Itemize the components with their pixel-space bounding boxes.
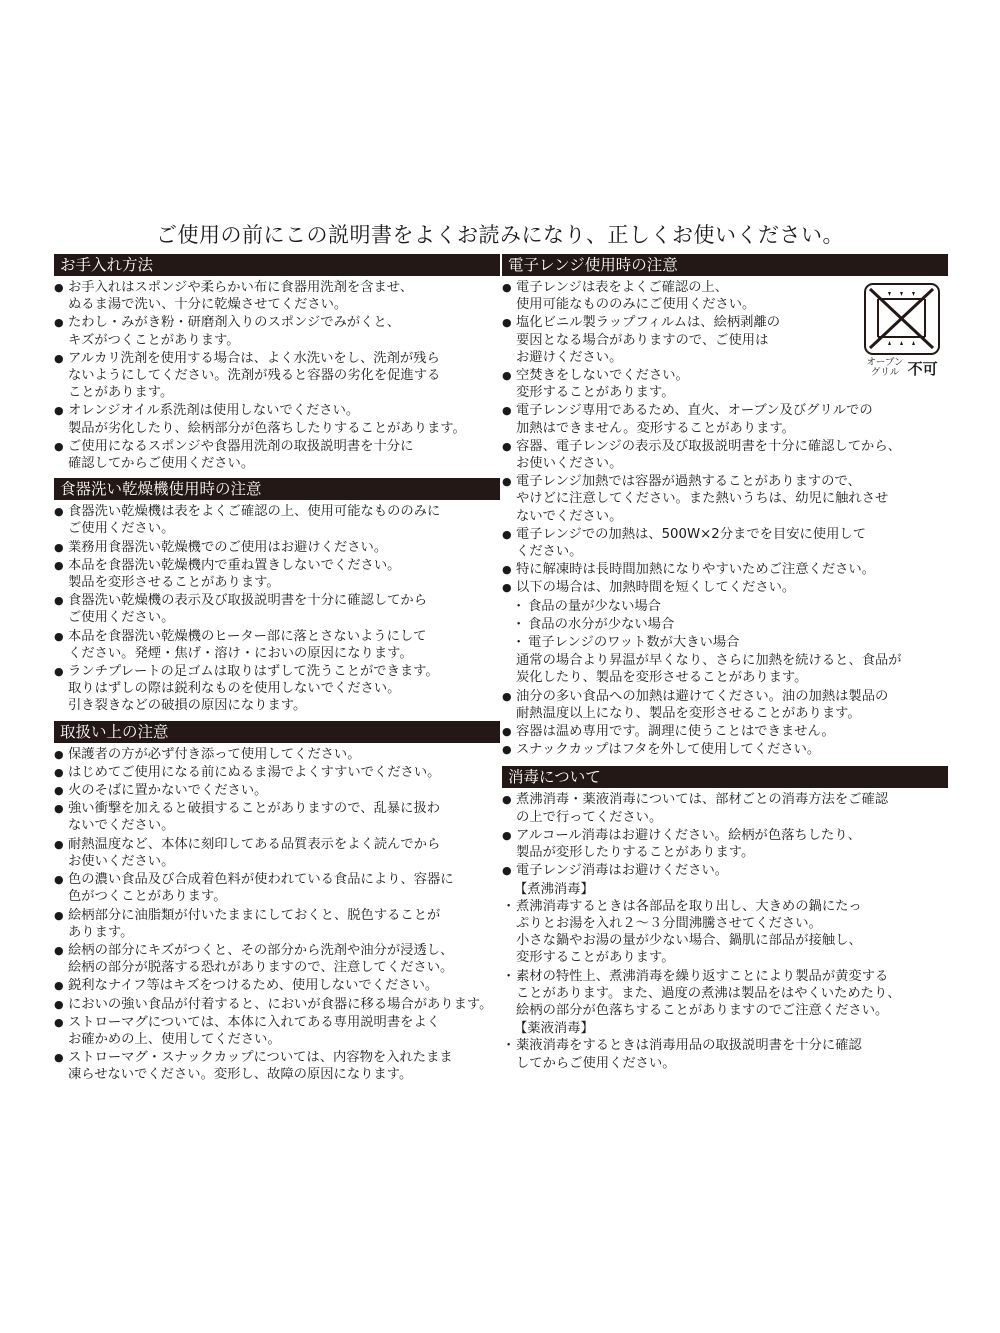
left-column xyxy=(54,254,500,1090)
bullet-item xyxy=(502,561,948,578)
section xyxy=(54,478,500,714)
bullet-item xyxy=(502,741,948,758)
text-line: ● 煮沸消毒・薬液消毒については、部材ごとの消毒方法をご確認 xyxy=(516,792,889,808)
bullet-item xyxy=(54,663,500,715)
text-line: ● ご使用になるスポンジや食器用洗剤の取扱説明書を十分に xyxy=(68,438,414,454)
text-line: 使用可能なもののみにご使用ください。 xyxy=(516,297,756,313)
text-line: 変形することがあります。 xyxy=(516,385,675,401)
bullet-item xyxy=(54,1049,500,1083)
text-line: ● お手入れはスポンジや柔らかい布に食器用洗剤を含ませ、 xyxy=(68,280,413,295)
text-line: ● アルコール消毒はお避けください。絵柄が色落ちしたり、 xyxy=(516,827,861,843)
bullet-item xyxy=(502,526,948,560)
bullet-item xyxy=(502,723,948,740)
bullet-item xyxy=(502,473,948,525)
text-line: お確かめの上、使用してください。 xyxy=(68,1031,281,1047)
text-line: ● 火のそばに置かないでください。 xyxy=(68,783,268,799)
text-line: ないでください。 xyxy=(68,818,175,834)
bullet-item xyxy=(54,836,500,870)
text-line: 製品を変形させることがあります。 xyxy=(68,575,280,591)
bullet-item xyxy=(54,977,500,994)
text-line: ● 鋭利なナイフ等はキズをつけるため、使用しないでください。 xyxy=(68,978,439,994)
bullet-item xyxy=(502,688,948,722)
text-line: ぷりとお湯を入れ２〜３分間沸騰させてください。 xyxy=(516,915,822,931)
text-line: ● 食器洗い乾燥機の表示及び取扱説明書を十分に確認してから xyxy=(68,593,428,609)
text-line: ないようにしてください。洗剤が残ると容器の劣化を促進する xyxy=(68,368,441,384)
section-microwave xyxy=(502,254,948,758)
bullet-item xyxy=(502,314,948,366)
bullet-item xyxy=(502,279,948,313)
bullet-item xyxy=(502,438,948,472)
text-line: ことがあります。 xyxy=(68,385,174,401)
text-line: ● たわし・みがき粉・研磨剤入りのスポンジでみがくと、 xyxy=(68,315,401,331)
text-line: お使いください。 xyxy=(68,853,175,869)
bullet-item xyxy=(54,996,500,1013)
text-line: ● 強い衝撃を加えると破損することがありますので、乱暴に扱わ xyxy=(68,801,441,817)
text-line: ● 特に解凍時は長時間加熱になりやすいためご注意ください。 xyxy=(516,562,876,578)
bullet-item xyxy=(54,746,500,763)
text-line: 製品が劣化したり、絵柄部分が色落ちしたりすることがあります。 xyxy=(68,420,466,436)
bullet-item xyxy=(54,402,500,436)
text-line: ● 電子レンジでの加熱は、500W×2分までを目安に使用して xyxy=(516,526,866,542)
bullet-item xyxy=(502,402,948,436)
text-line: ● 業務用食器洗い乾燥機でのご使用はお避けください。 xyxy=(68,539,388,555)
bullet-item xyxy=(54,907,500,941)
text-line: 要因となる場合がありますので、ご使用は xyxy=(516,332,769,348)
liquid-item xyxy=(502,1037,948,1071)
text-line: 加熱はできません。変形することがあります。 xyxy=(516,420,795,436)
text-line: ● 塩化ビニル製ラップフィルムは、絵柄剥離の xyxy=(516,315,781,331)
text-line: ● 絵柄の部分にキズがつくと、その部分から洗剤や油分が浸透し、 xyxy=(68,942,454,958)
text-line: ・ 素材の特性上、煮沸消毒を繰り返すことにより製品が黄変する xyxy=(516,968,889,984)
bullet-item xyxy=(54,438,500,472)
boil-item xyxy=(502,968,948,1020)
text-line: ● オレンジオイル系洗剤は使用しないでください。 xyxy=(68,403,360,419)
text-line: キズがつくことがあります。 xyxy=(68,332,240,348)
text-line: ● 本品を食器洗い乾燥機内で重ね置きしないでください。 xyxy=(68,557,401,573)
text-line: ● 容器は温め専用です。調理に使うことはできません。 xyxy=(516,724,835,740)
text-line: 引き裂きなどの破損の原因になります。 xyxy=(68,698,307,714)
text-line: お避けください。 xyxy=(516,349,623,365)
text-line: ・ 薬液消毒をするときは消毒用品の取扱説明書を十分に確認 xyxy=(516,1038,862,1054)
text-line: の上で行ってください。 xyxy=(516,809,663,825)
text-line: ことがあります。また、過度の煮沸は製品をはやくいためたり、 xyxy=(516,985,901,1001)
bullet-item xyxy=(54,764,500,781)
bullet-item xyxy=(54,557,500,591)
section-heading: 電子レンジ使用時の注意 xyxy=(502,254,948,276)
text-line: ● ストローマグについては、本体に入れてある専用説明書をよく xyxy=(68,1014,441,1030)
text-line: ● ランチプレートの足ゴムは取りはずして洗うことができます。 xyxy=(68,664,439,680)
text-line: 絵柄の部分が色落ちすることがありますのでご注意ください。 xyxy=(516,1002,889,1018)
bullet-item xyxy=(502,827,948,861)
text-line: 確認してからご使用ください。 xyxy=(68,456,255,472)
section-heading: 取扱い上の注意 xyxy=(54,721,500,743)
text-line: ● 絵柄部分に油脂類が付いたままにしておくと、脱色することが xyxy=(68,907,441,923)
text-line: ● 空焚きをしないでください。 xyxy=(516,368,689,384)
icon-caption-oven: オーブン xyxy=(866,357,904,368)
text-line: 通常の場合より昇温が早くなり、さらに加熱を続けると、食品が xyxy=(516,653,902,669)
bullet-item xyxy=(54,942,500,976)
text-line: 小さな鍋やお湯の量が少ない場合、鍋肌に部品が接触し、 xyxy=(516,933,862,949)
text-line: ご使用ください。 xyxy=(68,610,175,626)
text-line: ● 本品を食器洗い乾燥機のヒーター部に落とさないようにして xyxy=(68,628,427,644)
condition-item: ・ 食品の量が少ない場合 xyxy=(502,598,948,615)
bullet-item xyxy=(54,800,500,834)
section-heading: 消毒について xyxy=(502,766,948,788)
text-line: ● 食器洗い乾燥機は表をよくご確認の上、使用可能なもののみに xyxy=(68,504,441,520)
bullet-item xyxy=(54,592,500,626)
bullet-item xyxy=(54,539,500,556)
text-line: ● 電子レンジは表をよくご確認の上、 xyxy=(516,280,729,295)
text-line: ● アルカリ洗剤を使用する場合は、よく水洗いをし、洗剤が残ら xyxy=(68,350,440,366)
text-line: ● 電子レンジ専用であるため、直火、オーブン及びグリルでの xyxy=(516,403,873,419)
bullet-item xyxy=(54,1014,500,1048)
text-line: あります。 xyxy=(68,924,134,940)
bullet-item xyxy=(54,314,500,348)
text-line: ● においの強い食品が付着すると、においが食器に移る場合があります。 xyxy=(68,996,493,1012)
condition-note xyxy=(502,652,948,686)
text-line: ないでください。 xyxy=(516,508,623,524)
text-line: 耐熱温度以上になり、製品を変形させることがあります。 xyxy=(516,705,861,721)
condition-item: ・ 電子レンジのワット数が大きい場合 xyxy=(502,634,948,651)
bullet-item xyxy=(502,367,948,401)
text-line: 凍らせないでください。変形し、故障の原因になります。 xyxy=(68,1067,413,1083)
text-line: ● 保護者の方が必ず付き添って使用してください。 xyxy=(68,746,361,762)
bullet-item xyxy=(502,579,948,596)
liquid-heading: 【薬液消毒】 xyxy=(514,1021,594,1037)
bullet-item xyxy=(502,791,948,825)
text-line: お使いください。 xyxy=(516,456,623,472)
text-line: ください。 xyxy=(516,544,583,560)
boil-heading: 【煮沸消毒】 xyxy=(514,881,594,897)
bullet-item xyxy=(54,503,500,537)
text-line: 色がつくことがあります。 xyxy=(68,889,227,905)
text-line: 変形することがあります。 xyxy=(516,950,675,966)
bullet-item xyxy=(54,782,500,799)
text-line: 炭化したり、製品を変形させることがあります。 xyxy=(516,670,808,686)
text-line: してからご使用ください。 xyxy=(516,1055,676,1071)
text-line: 取りはずしの際は鋭利なものを使用しないでください。 xyxy=(68,681,401,697)
text-line: ご使用ください。 xyxy=(68,521,175,537)
text-line: ● 容器、電子レンジの表示及び取扱説明書を十分に確認してから、 xyxy=(516,438,901,454)
text-line: ● スナックカップはフタを外して使用してください。 xyxy=(516,742,821,758)
bullet-item xyxy=(54,628,500,662)
text-line: ● 電子レンジ消毒はお避けください。 xyxy=(516,863,729,879)
text-line: ぬるま湯で洗い、十分に乾燥させてください。 xyxy=(68,297,348,313)
bullet-item xyxy=(502,862,948,879)
text-line: ● 以下の場合は、加熱時間を短くしてください。 xyxy=(516,580,796,596)
section-disinfection xyxy=(502,766,948,1071)
page-title: ご使用の前にこの説明書をよくお読みになり、正しくお使いください。 xyxy=(156,223,844,247)
text-line: ・ 煮沸消毒するときは各部品を取り出し、大きめの鍋にたっ xyxy=(516,898,862,914)
text-line: やけどに注意してください。また熱いうちは、幼児に触れさせ xyxy=(516,491,889,507)
section-heading: お手入れ方法 xyxy=(54,254,500,276)
text-line: ● 電子レンジ加熱では容器が過熱することがありますので、 xyxy=(516,474,861,490)
bullet-item xyxy=(54,350,500,402)
icon-caption-not-allowed: 不可 xyxy=(907,360,938,378)
text-line: ● ストローマグ・スナックカップについては、内容物を入れたまま xyxy=(68,1050,453,1066)
text-line: 製品が変形したりすることがあります。 xyxy=(516,845,755,861)
icon-caption-grill: グリル xyxy=(870,367,900,378)
bullet-item xyxy=(54,871,500,905)
text-line: ● はじめてご使用になる前にぬるま湯でよくすすいでください。 xyxy=(68,764,441,780)
section xyxy=(54,254,500,472)
bullet-item xyxy=(54,279,500,313)
section xyxy=(54,721,500,1084)
text-line: ● 色の濃い食品及び合成着色料が使われている食品により、容器に xyxy=(68,872,454,888)
text-line: 絵柄の部分が脱落する恐れがありますので、注意してください。 xyxy=(68,960,454,976)
right-column xyxy=(502,254,948,1078)
section-heading: 食器洗い乾燥機使用時の注意 xyxy=(54,478,500,500)
text-line: ください。発煙・焦げ・溶け・においの原因になります。 xyxy=(68,645,413,661)
text-line: ● 耐熱温度など、本体に刻印してある品質表示をよく読んでから xyxy=(68,836,441,852)
text-line: ● 油分の多い食品への加熱は避けてください。油の加熱は製品の xyxy=(516,688,889,704)
condition-item: ・ 食品の水分が少ない場合 xyxy=(502,616,948,633)
boil-item xyxy=(502,898,948,967)
